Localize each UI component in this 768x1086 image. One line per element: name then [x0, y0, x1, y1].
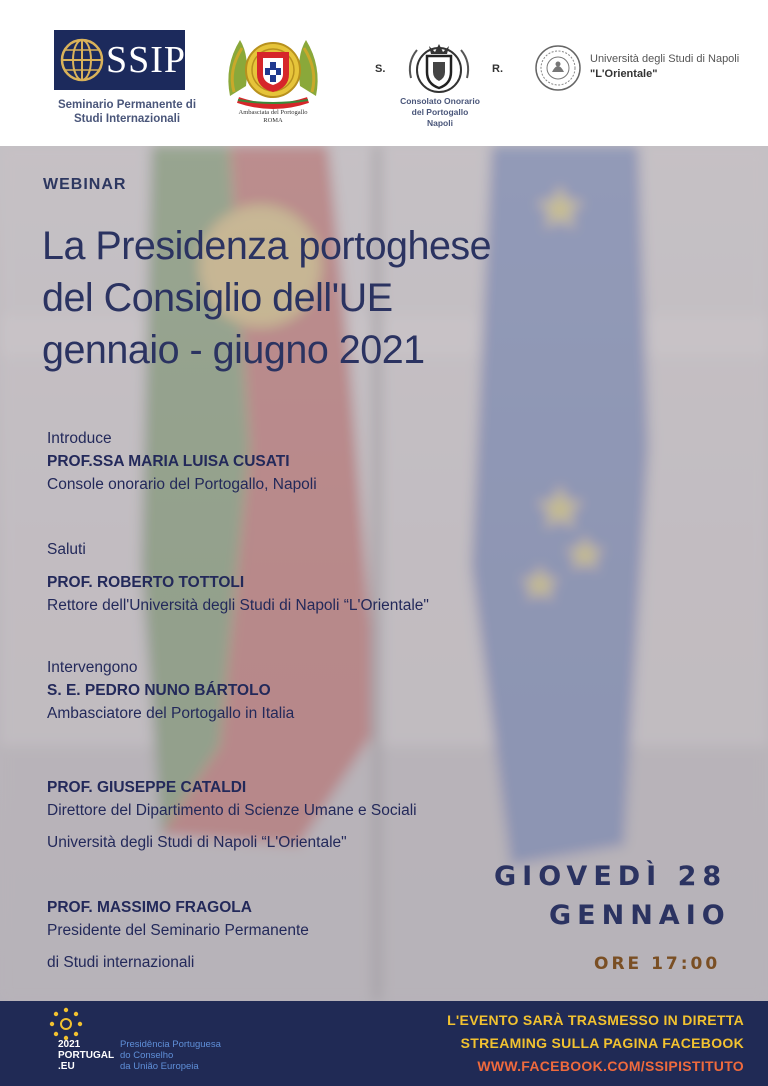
- presidency-line: Presidência Portuguesa: [120, 1039, 221, 1050]
- ssip-caption-line: Studi Internazionali: [73, 113, 181, 125]
- speaker-role: Direttore del Dipartimento di Scienze Umane e Sociali: [47, 802, 417, 819]
- facebook-link[interactable]: WWW.FACEBOOK.COM/SSIPISTITUTO: [477, 1058, 744, 1074]
- eu-year: 2021: [58, 1039, 81, 1050]
- streaming-line: STREAMING SULLA PAGINA FACEBOOK: [460, 1035, 744, 1051]
- consolato-caption: [388, 96, 492, 129]
- ssip-caption: [54, 98, 200, 126]
- consolato-letter-r: R.: [492, 63, 503, 75]
- university-name: [590, 52, 765, 82]
- presidency-line: da União Europeia: [120, 1061, 199, 1072]
- footer: [0, 1001, 768, 1086]
- ssip-logo: [54, 30, 185, 90]
- header-logos: [0, 0, 768, 146]
- streaming-line: L'EVENTO SARÀ TRASMESSO IN DIRETTA: [447, 1012, 744, 1028]
- speaker-role: Università degli Studi di Napoli “L'Orientale": [47, 834, 347, 851]
- university-name-line: "L'Orientale": [590, 68, 658, 80]
- eu-presidency-logo-icon: [46, 1007, 86, 1041]
- globe-icon: [58, 36, 106, 84]
- event-month: GENNAIO: [549, 900, 731, 931]
- speaker-role: Ambasciatore del Portogallo in Italia: [47, 705, 295, 722]
- eu-domain: .EU: [58, 1061, 75, 1072]
- embassy-caption-line: Ambasciata del Portogallo: [238, 109, 308, 116]
- speaker-name: PROF. MASSIMO FRAGOLA: [47, 899, 252, 916]
- speaker-name: S. E. PEDRO NUNO BÁRTOLO: [47, 682, 271, 699]
- speaker-block: [47, 896, 309, 974]
- speaker-role: Presidente del Seminario Permanente: [47, 922, 309, 939]
- intervengono-block: [47, 656, 294, 725]
- saluti-label: Saluti: [47, 541, 86, 558]
- event-time: ORE 17:00: [594, 954, 721, 974]
- consolato-caption-line: del Portogallo: [411, 107, 469, 117]
- consolato-letter-s: S.: [375, 63, 386, 75]
- introduce-role: Console onorario del Portogallo, Napoli: [47, 476, 317, 493]
- event-title-line: del Consiglio dell'UE: [42, 276, 393, 320]
- intervengono-label: Intervengono: [47, 659, 138, 676]
- saluti-role: Rettore dell'Università degli Studi di Napoli “L'Orientale": [47, 597, 429, 614]
- saluti-name: PROF. ROBERTO TOTTOLI: [47, 574, 245, 591]
- event-day: GIOVEDÌ 28: [494, 861, 728, 892]
- introduce-label: Introduce: [47, 430, 112, 447]
- ssip-logo-text: SSIP: [106, 39, 187, 81]
- streaming-info: [447, 1009, 744, 1078]
- consolato-caption-line: Napoli: [427, 118, 453, 128]
- event-title: [42, 220, 742, 376]
- speaker-name: PROF. GIUSEPPE CATALDI: [47, 779, 247, 796]
- presidency-line: do Conselho: [120, 1050, 174, 1061]
- consolato-caption-line: Consolato Onorario: [400, 96, 480, 106]
- eu-country: PORTUGAL: [58, 1050, 115, 1061]
- introduce-name: PROF.SSA MARIA LUISA CUSATI: [47, 453, 290, 470]
- university-name-line: Università degli Studi di Napoli: [590, 53, 740, 65]
- presidency-text: [120, 1039, 221, 1072]
- event-title-line: La Presidenza portoghese: [42, 224, 492, 268]
- consolato-crest-icon: [403, 38, 475, 98]
- ssip-caption-line: Seminario Permanente di: [57, 99, 197, 111]
- speaker-role: di Studi internazionali: [47, 954, 195, 971]
- portugal-coat-of-arms-icon: [220, 26, 326, 110]
- speaker-block: [47, 776, 417, 854]
- main-content: [0, 146, 768, 1001]
- event-eyebrow: WEBINAR: [43, 176, 127, 193]
- embassy-caption: [220, 109, 326, 125]
- introduce-block: [47, 427, 317, 496]
- eu-presidency-wordmark: [58, 1039, 114, 1072]
- event-title-line: gennaio - giugno 2021: [42, 328, 425, 372]
- saluti-block: [47, 538, 429, 617]
- university-seal-icon: [534, 44, 582, 92]
- embassy-caption-line: ROMA: [263, 117, 283, 124]
